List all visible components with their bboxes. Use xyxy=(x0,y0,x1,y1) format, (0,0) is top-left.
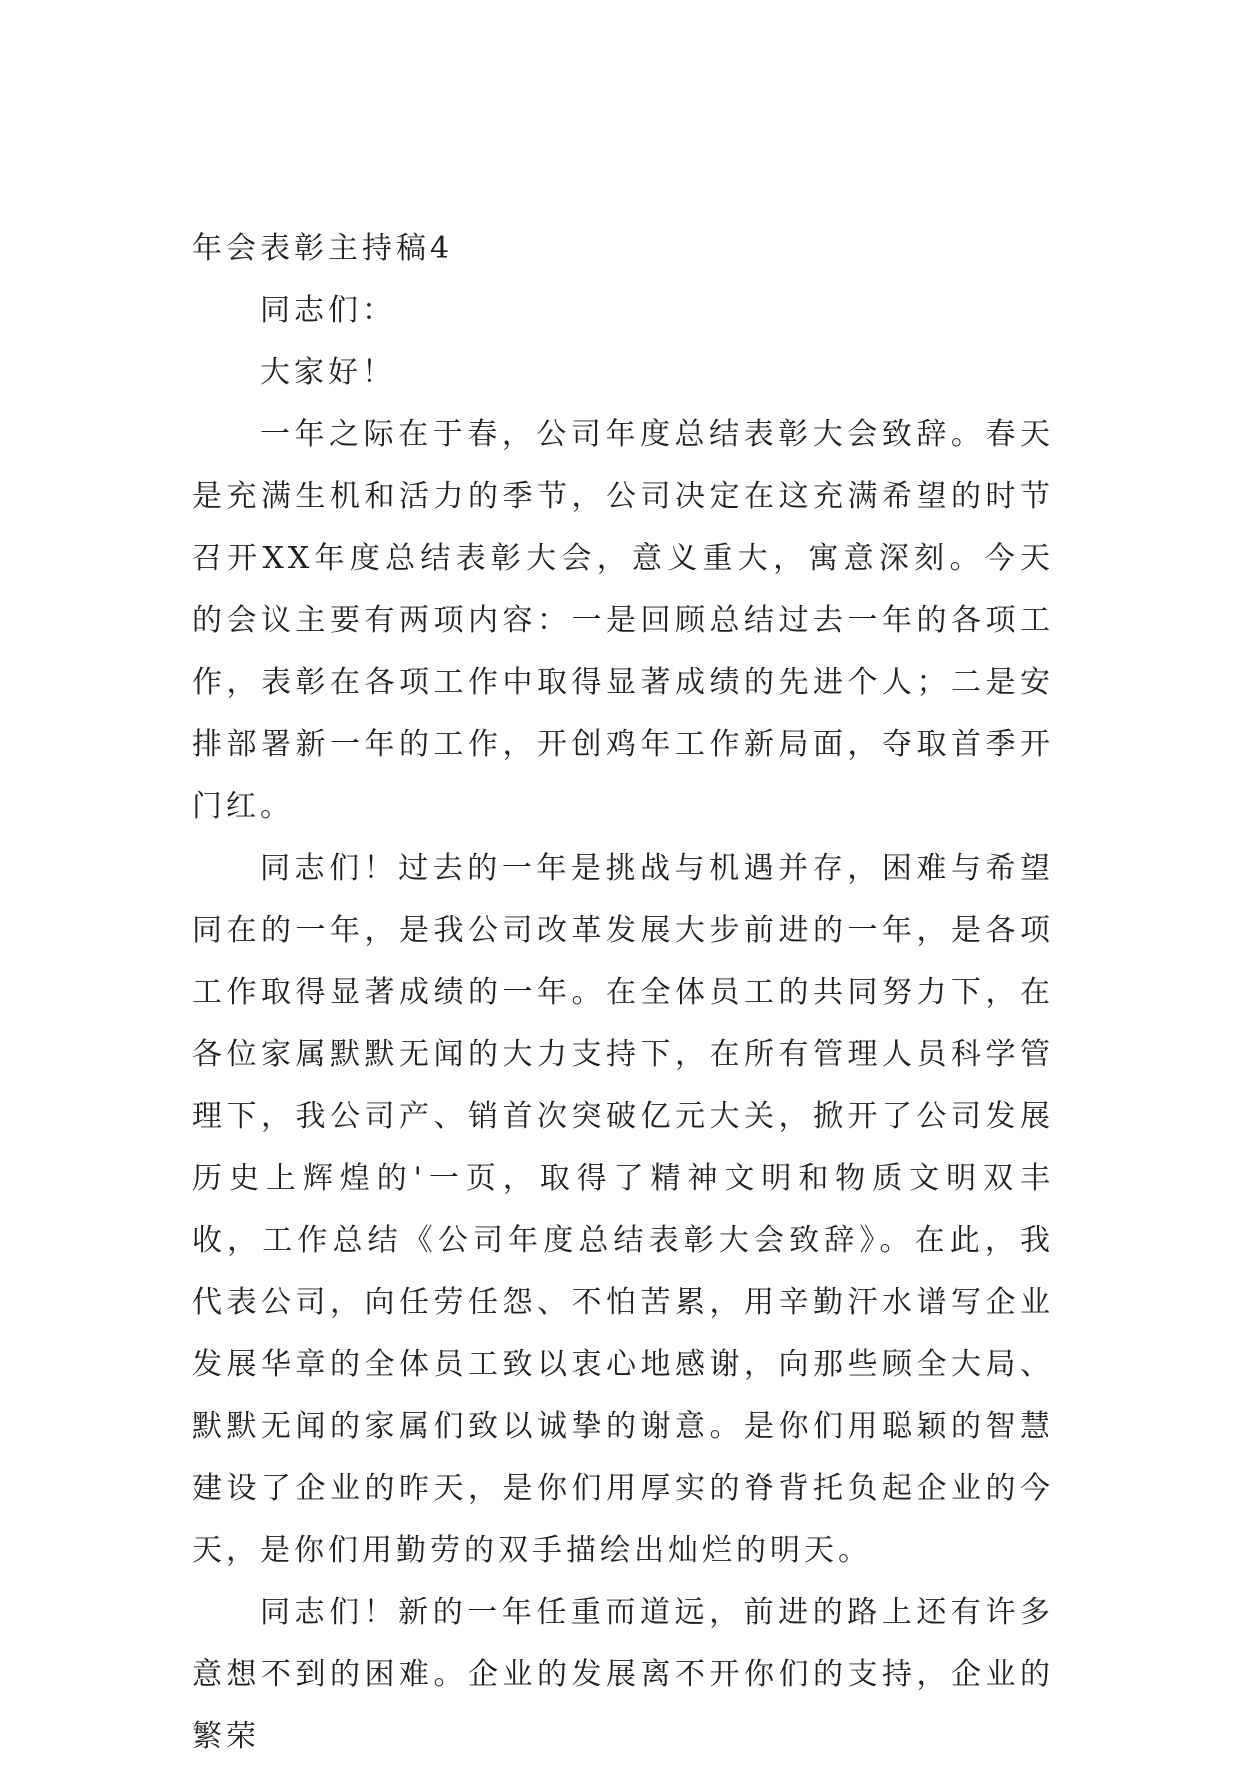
paragraph-hello: 大家好！ xyxy=(260,355,396,390)
document-title: 年会表彰主持稿4 xyxy=(192,231,454,266)
paragraph-outlook: 同志们！新的一年任重而道远，前进的路上还有许多意想不到的困难。企业的发展离不开你们的支持，企业的繁荣 xyxy=(192,1595,1054,1754)
document-body xyxy=(192,218,1054,1768)
paragraph-opening: 一年之际在于春，公司年度总结表彰大会致辞。春天是充满生机和活力的季节，公司决定在这充满希望的时节召开XX年度总结表彰大会，意义重大，寓意深刻。今天的会议主要有两项内容：一是回顾总结过去一年的各项工作，表彰在各项工作中取得显著成绩的先进个人；二是安排部署新一年的工作，开创鸡年工作新局面，夺取首季开门红。 xyxy=(192,417,1054,824)
paragraph-review: 同志们！过去的一年是挑战与机遇并存，困难与希望同在的一年，是我公司改革发展大步前进的一年，是各项工作取得显著成绩的一年。在全体员工的共同努力下，在各位家属默默无闻的大力支持下，在所有管理人员科学管理下，我公司产、销首次突破亿元大关，掀开了公司发展历史上辉煌的'一页，取得了精神文明和物质文明双丰收，工作总结《公司年度总结表彰大会致辞》。在此，我代表公司，向任劳任怨、不怕苦累，用辛勤汗水谱写企业发展华章的全体员工致以衷心地感谢，向那些顾全大局、默默无闻的家属们致以诚挚的谢意。是你们用聪颖的智慧建设了企业的昨天，是你们用厚实的脊背托负起企业的今天，是你们用勤劳的双手描绘出灿烂的明天。 xyxy=(192,851,1054,1568)
paragraph-greeting: 同志们： xyxy=(260,293,396,328)
